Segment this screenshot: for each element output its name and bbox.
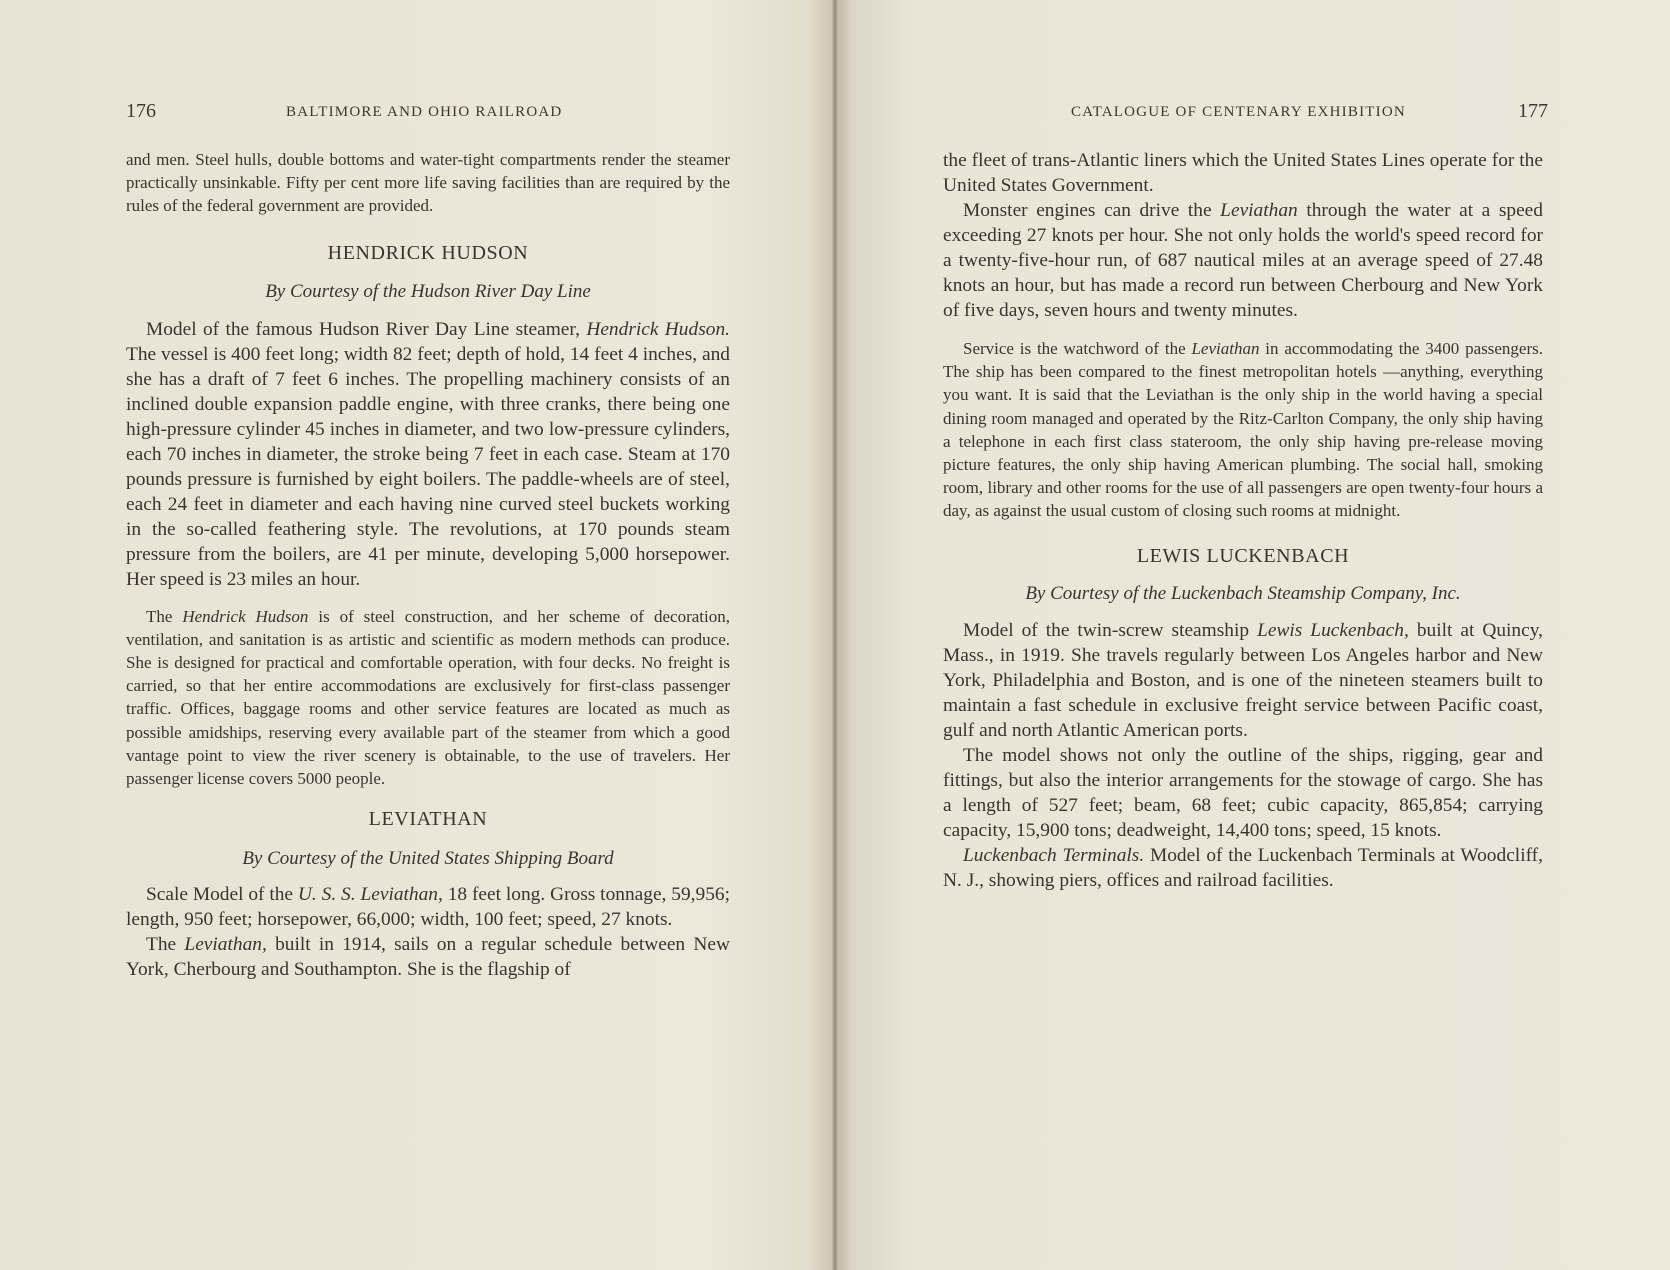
- leviathan-engines-paragraph: Monster engines can drive the Leviathan through the water at a speed exceeding 27 knots per hour. She not only holds the world's speed record for a twenty-five-hour run, of 687 nautical miles at an average speed of 27.48 knots an hour, but has made a record run between Cherbourg and New York of five days, seven hours and twenty minutes.: [943, 200, 1543, 321]
- section-heading-hendrick-hudson: HENDRICK HUDSON: [327, 241, 529, 264]
- courtesy-line: By Courtesy of the Hudson River Day Line: [265, 280, 591, 302]
- ship-name: Lewis Luckenbach,: [1257, 619, 1409, 641]
- page-number: 177: [1518, 100, 1548, 122]
- hudson-description-paragraph: Model of the famous Hudson River Day Line steamer, Hendrick Hudson. The vessel is 400 feet long; width 82 feet; depth of hold, 14 feet 4 inches, and she has a draft of 7 feet 6 inches. The propelling machinery consists of an inclined double expansion paddle engine, with three cranks, there being one high-pressure cylinder 45 inches in diameter, and two low-pressure cylinders, each 70 inches in diameter, the stroke being 7 feet in each case. Steam at 170 pounds pressure is furnished by eight boilers. The paddle-wheels are of steel, each 24 feet in diameter and each having nine curved steel buckets working in the so-called feathering style. The revolutions, at 170 pounds steam pressure from the boilers, are 41 per minute, developing 5,000 horsepower. Her speed is 23 miles an hour.: [126, 318, 730, 590]
- ship-name: Leviathan: [1220, 200, 1298, 221]
- luckenbach-description-paragraph: Model of the twin-screw steamship Lewis Luckenbach, built at Quincy, Mass., in 1919. She travels regularly between Los Angeles harbor and New York, Philadelphia and Boston, and is one of the nineteen steamers built to maintain a fast schedule in exclusive freight service between Pacific coast, gulf and north Atlantic American ports.: [943, 619, 1543, 741]
- ship-name: Hendrick Hudson: [182, 606, 309, 626]
- leviathan-specs-paragraph: Scale Model of the U. S. S. Leviathan, 18 feet long. Gross tonnage, 59,956; length, 950 feet; horsepower, 66,000; width, 100 feet; speed, 27 knots.: [126, 884, 730, 931]
- page-number: 176: [126, 100, 156, 122]
- left-text-column: [126, 148, 730, 982]
- right-page: [835, 0, 1670, 1270]
- leviathan-continuation-paragraph: the fleet of trans-Atlantic liners which the United States Lines operate for the United States Government.: [943, 150, 1543, 196]
- leviathan-schedule-paragraph: The Leviathan, built in 1914, sails on a regular schedule between New York, Cherbourg and Southampton. She is the flagship of: [126, 934, 730, 981]
- ship-name: Hendrick Hudson.: [586, 318, 730, 340]
- courtesy-line: By Courtesy of the Luckenbach Steamship Company, Inc.: [1025, 582, 1461, 604]
- leviathan-service-paragraph: Service is the watchword of the Leviathan in accommodating the 3400 passengers. The ship has been compared to the finest metropolitan hotels —anything, everything you want. It is said that the Leviathan is the only ship in the world having a special dining room managed and operated by the Ritz-Carlton Company, the only ship having a telephone in each first class stateroom, the only ship having pre-release moving picture features, the only ship having American plumbing. The social hall, smoking room, library and other rooms for the use of all passengers are open twenty-four hours a day, as against the usual custom of closing such rooms at midnight.: [943, 339, 1544, 521]
- ship-name: Leviathan: [1191, 339, 1260, 358]
- book-gutter: [831, 0, 839, 1270]
- luckenbach-terminals-paragraph: Luckenbach Terminals. Model of the Luckenbach Terminals at Woodcliff, N. J., showing piers, offices and railroad facilities.: [943, 844, 1543, 891]
- right-text-column: [943, 148, 1543, 893]
- hudson-construction-paragraph: The Hendrick Hudson is of steel construction, and her scheme of decoration, ventilation, and sanitation is as artistic and scientific as modern methods can produce. She is designed for practical and comfortable operation, with four decks. No freight is carried, so that her entire accommodations are exclusively for first-class passenger traffic. Offices, baggage rooms and other service features are located as much as possible amidships, reserving every available part of the steamer from which a good vantage point to view the river scenery is obtainable, to the use of travelers. Her passenger license covers 5000 people.: [126, 606, 730, 789]
- section-heading-lewis-luckenbach: LEWIS LUCKENBACH: [1136, 544, 1350, 567]
- exhibit-name: Luckenbach Terminals.: [963, 844, 1145, 866]
- section-heading-leviathan: LEVIATHAN: [368, 808, 488, 831]
- ship-name: Leviathan,: [184, 934, 267, 956]
- ship-name: U. S. S. Leviathan,: [297, 884, 443, 906]
- running-head: CATALOGUE OF CENTENARY EXHIBITION: [1071, 104, 1406, 120]
- intro-paragraph: and men. Steel hulls, double bottoms and water-tight compartments render the steamer practically unsinkable. Fifty per cent more life saving facilities than are required by the rules of the federal government are provided.: [126, 150, 730, 216]
- running-head: BALTIMORE AND OHIO RAILROAD: [286, 104, 563, 120]
- courtesy-line: By Courtesy of the United States Shipping Board: [242, 848, 614, 870]
- luckenbach-model-paragraph: The model shows not only the outline of the ships, rigging, gear and fittings, but also the interior arrangements for the stowage of cargo. She has a length of 527 feet; beam, 68 feet; cubic capacity, 865,854; carrying capacity, 15,900 tons; deadweight, 14,400 tons; speed, 15 knots.: [943, 744, 1543, 841]
